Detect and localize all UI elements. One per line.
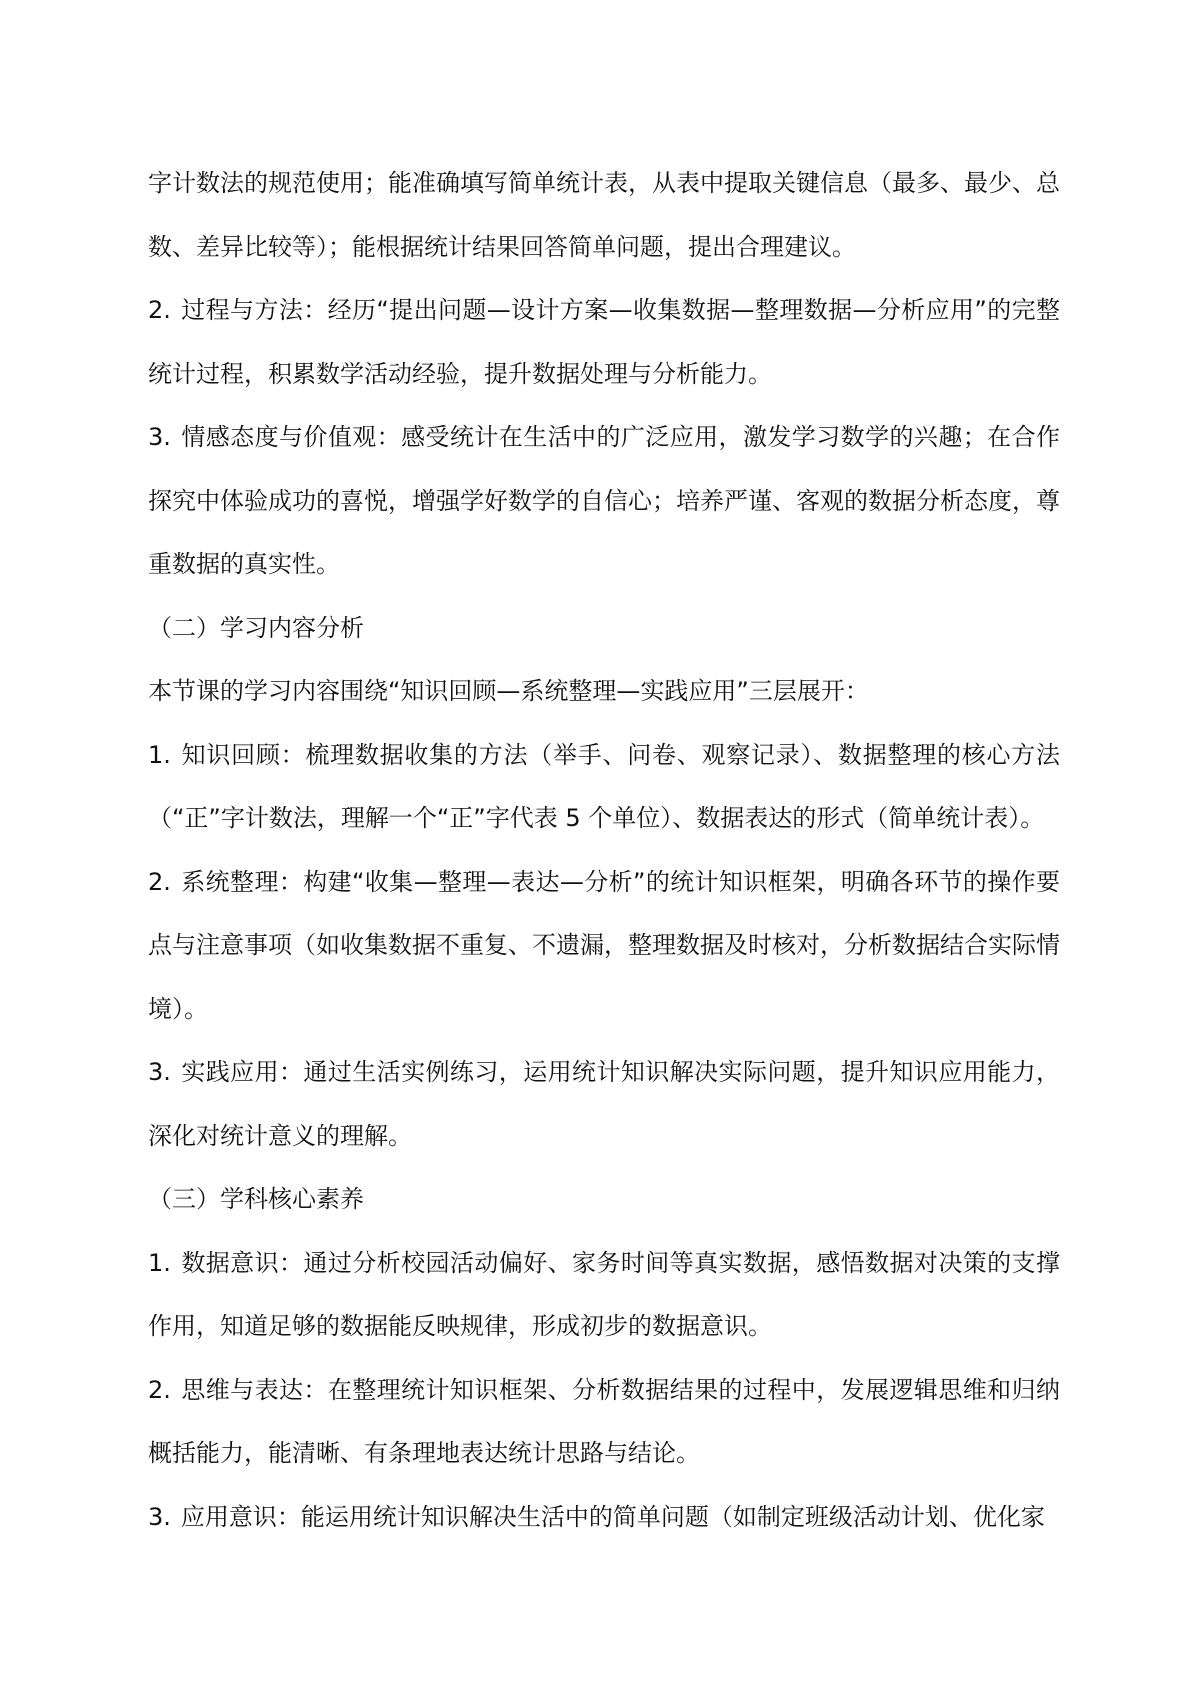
paragraph-practice-apply [148,1041,1060,1168]
paragraph-text: 过程与方法：经历“提出问题—设计方案—收集数据—整理数据—分析应用”的完整统计过程，积累数学活动经验，提升数据处理与分析能力。 [148,296,1060,388]
paragraph-number: 3. [148,1058,171,1086]
heading-text: （二）学习内容分析 [148,613,364,642]
paragraph-text: 思维与表达：在整理统计知识框架、分析数据结果的过程中，发展逻辑思维和归纳概括能力，能清晰、有条理地表达统计思路与结论。 [148,1375,1060,1467]
section-heading-content-analysis [148,597,1060,661]
paragraph-text: 字计数法的规范使用；能准确填写简单统计表，从表中提取关键信息（最多、最少、总数、差异比较等）；能根据统计结果回答简单问题，提出合理建议。 [148,169,1060,261]
paragraph-content-intro [148,660,1060,724]
paragraph-data-awareness [148,1232,1060,1359]
paragraph-emotion-values [148,406,1060,597]
section-heading-core-literacy [148,1168,1060,1232]
paragraph-number: 3. [148,423,171,451]
paragraph-knowledge-review [148,724,1060,851]
paragraph-thinking-expression [148,1359,1060,1486]
document-body [148,152,1060,1549]
heading-text: （三）学科核心素养 [148,1185,364,1213]
paragraph-text: 数据意识：通过分析校园活动偏好、家务时间等真实数据，感悟数据对决策的支撑作用，知道足够的数据能反映规律，形成初步的数据意识。 [148,1248,1060,1340]
paragraph-text: 实践应用：通过生活实例练习，运用统计知识解决实际问题，提升知识应用能力，深化对统计意义的理解。 [148,1058,1060,1150]
paragraph-application-awareness [148,1486,1060,1550]
paragraph-system-organize [148,851,1060,1042]
paragraph-text: 本节课的学习内容围绕“知识回顾—系统整理—实践应用”三层展开： [148,677,869,705]
paragraph-number: 2. [148,296,171,324]
paragraph-number: 1. [148,740,171,769]
paragraph-text: 应用意识：能运用统计知识解决生活中的简单问题（如制定班级活动计划、优化家 [180,1502,1045,1531]
paragraph-number: 2. [148,867,171,896]
paragraph-number: 3. [148,1502,171,1531]
paragraph-number: 2. [148,1375,171,1404]
paragraph-text: 情感态度与价值观：感受统计在生活中的广泛应用，激发学习数学的兴趣；在合作探究中体验成功的喜悦，增强学好数学的自信心；培养严谨、客观的数据分析态度，尊重数据的真实性。 [148,423,1060,578]
paragraph-process-method [148,279,1060,406]
paragraph-text: 系统整理：构建“收集—整理—表达—分析”的统计知识框架，明确各环节的操作要点与注意事项（如收集数据不重复、不遗漏，整理数据及时核对，分析数据结合实际情境）。 [148,867,1060,1023]
paragraph-text: 知识回顾：梳理数据收集的方法（举手、问卷、观察记录）、数据整理的核心方法（“正”字计数法，理解一个“正”字代表 5 个单位）、数据表达的形式（简单统计表）。 [148,740,1060,832]
paragraph-number: 1. [148,1248,171,1277]
paragraph-continuation [148,152,1060,279]
